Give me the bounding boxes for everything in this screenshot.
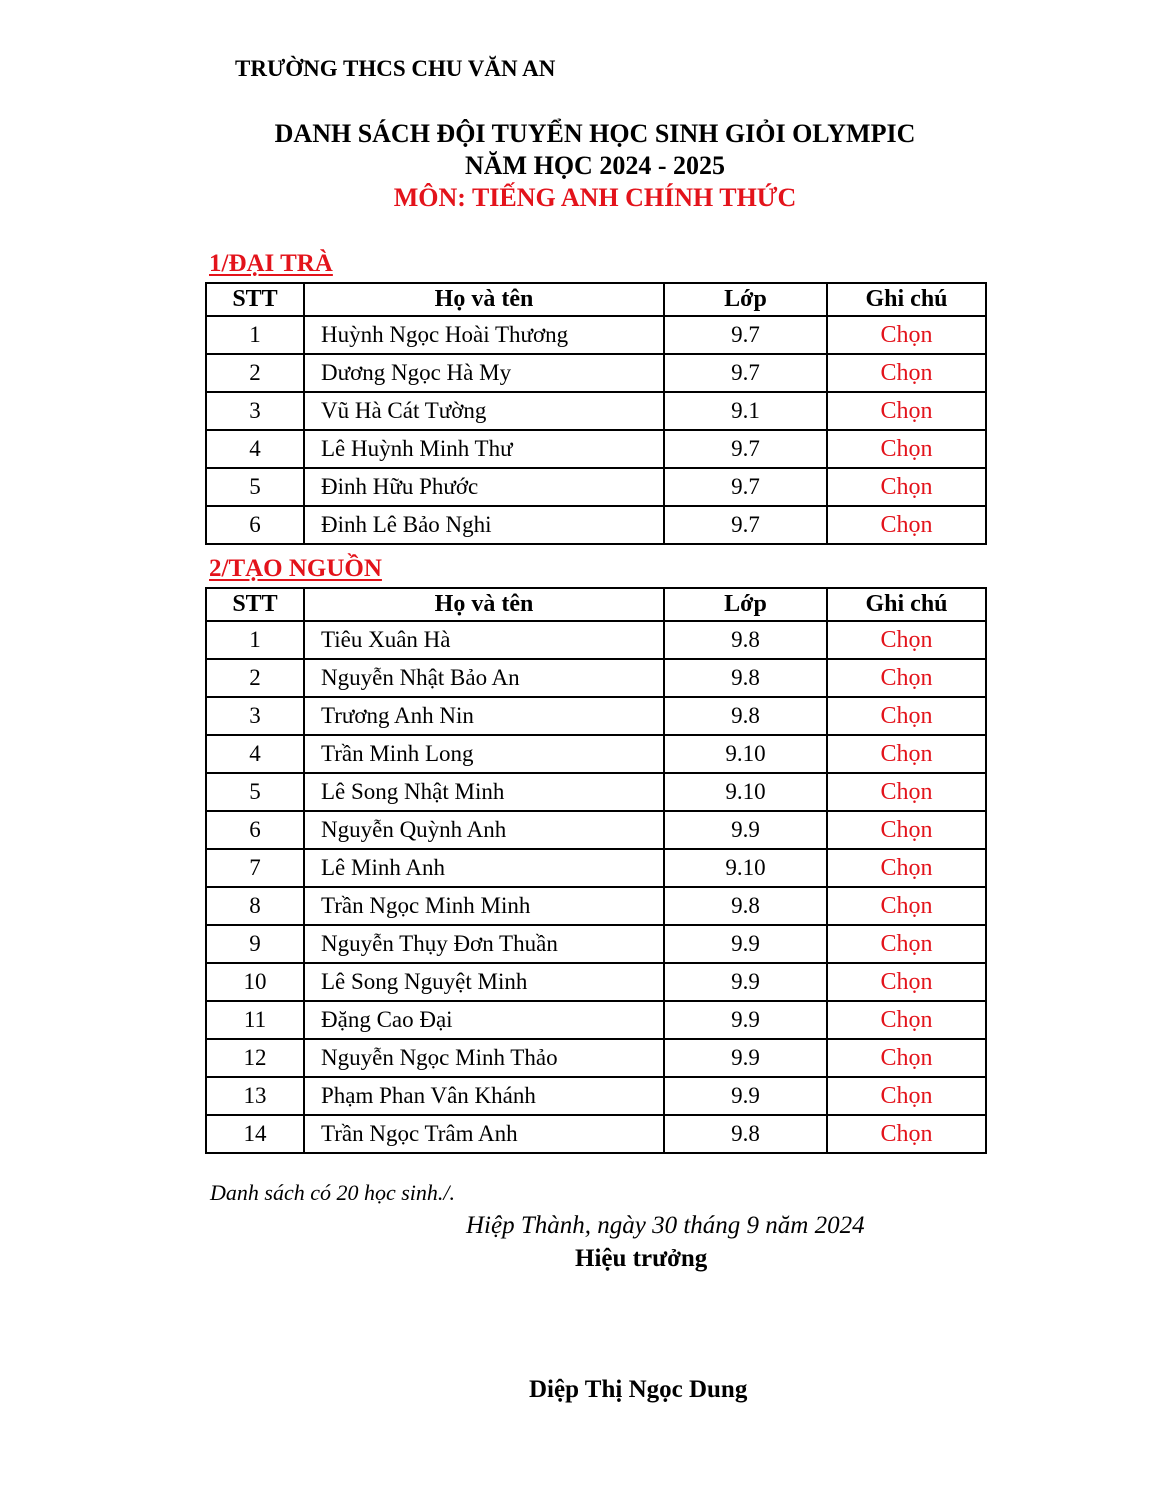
table-row bbox=[206, 773, 986, 811]
column-header-stt: STT bbox=[206, 588, 304, 621]
table-row bbox=[206, 506, 986, 544]
school-year: NĂM HỌC 2024 - 2025 bbox=[465, 151, 725, 180]
row-stt: 6 bbox=[206, 506, 304, 544]
column-header-name: Họ và tên bbox=[304, 588, 664, 621]
student-count-note: Danh sách có 20 học sinh./. bbox=[210, 1180, 456, 1205]
row-name: Lê Huỳnh Minh Thư bbox=[304, 430, 664, 468]
row-note: Chọn bbox=[827, 1001, 986, 1039]
row-note: Chọn bbox=[827, 354, 986, 392]
student-table-tao-nguon bbox=[205, 587, 987, 1154]
table-header-row bbox=[206, 283, 986, 316]
table-row bbox=[206, 925, 986, 963]
section-title-dai-tra: 1/ĐẠI TRÀ bbox=[209, 250, 333, 277]
row-class: 9.7 bbox=[664, 354, 827, 392]
row-class: 9.9 bbox=[664, 963, 827, 1001]
signer-name: Diệp Thị Ngọc Dung bbox=[529, 1376, 748, 1403]
row-name: Nguyễn Nhật Bảo An bbox=[304, 659, 664, 697]
row-name: Nguyễn Ngọc Minh Thảo bbox=[304, 1039, 664, 1077]
row-class: 9.1 bbox=[664, 392, 827, 430]
row-class: 9.7 bbox=[664, 468, 827, 506]
row-note: Chọn bbox=[827, 621, 986, 659]
table-header-row bbox=[206, 588, 986, 621]
row-note: Chọn bbox=[827, 1115, 986, 1153]
row-stt: 1 bbox=[206, 316, 304, 354]
row-class: 9.10 bbox=[664, 735, 827, 773]
row-name: Nguyễn Thụy Đơn Thuần bbox=[304, 925, 664, 963]
row-class: 9.8 bbox=[664, 659, 827, 697]
row-name: Trương Anh Nin bbox=[304, 697, 664, 735]
row-class: 9.7 bbox=[664, 506, 827, 544]
row-name: Đinh Hữu Phước bbox=[304, 468, 664, 506]
row-class: 9.8 bbox=[664, 1115, 827, 1153]
row-class: 9.9 bbox=[664, 1001, 827, 1039]
row-name: Huỳnh Ngọc Hoài Thương bbox=[304, 316, 664, 354]
row-class: 9.8 bbox=[664, 887, 827, 925]
row-name: Lê Song Nguyệt Minh bbox=[304, 963, 664, 1001]
table-row bbox=[206, 963, 986, 1001]
row-class: 9.7 bbox=[664, 316, 827, 354]
row-stt: 6 bbox=[206, 811, 304, 849]
section-title-tao-nguon: 2/TẠO NGUỒN bbox=[209, 555, 382, 582]
row-stt: 5 bbox=[206, 773, 304, 811]
row-stt: 14 bbox=[206, 1115, 304, 1153]
row-note: Chọn bbox=[827, 468, 986, 506]
row-note: Chọn bbox=[827, 506, 986, 544]
row-class: 9.8 bbox=[664, 697, 827, 735]
row-stt: 3 bbox=[206, 697, 304, 735]
table-body bbox=[206, 621, 986, 1153]
student-table-dai-tra bbox=[205, 282, 987, 545]
row-stt: 7 bbox=[206, 849, 304, 887]
row-name: Trần Ngọc Trâm Anh bbox=[304, 1115, 664, 1153]
table-row bbox=[206, 887, 986, 925]
row-name: Lê Song Nhật Minh bbox=[304, 773, 664, 811]
row-note: Chọn bbox=[827, 887, 986, 925]
row-stt: 2 bbox=[206, 659, 304, 697]
row-name: Nguyễn Quỳnh Anh bbox=[304, 811, 664, 849]
table-row bbox=[206, 1077, 986, 1115]
column-header-class: Lớp bbox=[664, 283, 827, 316]
column-header-stt: STT bbox=[206, 283, 304, 316]
table-row bbox=[206, 354, 986, 392]
row-class: 9.8 bbox=[664, 621, 827, 659]
table-row bbox=[206, 1001, 986, 1039]
row-note: Chọn bbox=[827, 316, 986, 354]
row-stt: 3 bbox=[206, 392, 304, 430]
row-note: Chọn bbox=[827, 811, 986, 849]
row-note: Chọn bbox=[827, 430, 986, 468]
row-stt: 13 bbox=[206, 1077, 304, 1115]
row-note: Chọn bbox=[827, 659, 986, 697]
table-row bbox=[206, 659, 986, 697]
row-class: 9.10 bbox=[664, 773, 827, 811]
table-row bbox=[206, 468, 986, 506]
row-name: Vũ Hà Cát Tường bbox=[304, 392, 664, 430]
row-class: 9.10 bbox=[664, 849, 827, 887]
table-row bbox=[206, 697, 986, 735]
row-name: Lê Minh Anh bbox=[304, 849, 664, 887]
row-stt: 2 bbox=[206, 354, 304, 392]
table-body bbox=[206, 316, 986, 544]
row-note: Chọn bbox=[827, 735, 986, 773]
table-row bbox=[206, 735, 986, 773]
row-name: Đặng Cao Đại bbox=[304, 1001, 664, 1039]
row-stt: 9 bbox=[206, 925, 304, 963]
table-row bbox=[206, 811, 986, 849]
row-stt: 1 bbox=[206, 621, 304, 659]
table-row bbox=[206, 1115, 986, 1153]
subject-title: MÔN: TIẾNG ANH CHÍNH THỨC bbox=[393, 183, 797, 212]
row-stt: 12 bbox=[206, 1039, 304, 1077]
row-name: Trần Minh Long bbox=[304, 735, 664, 773]
table-row bbox=[206, 392, 986, 430]
row-note: Chọn bbox=[827, 773, 986, 811]
row-note: Chọn bbox=[827, 697, 986, 735]
row-name: Đinh Lê Bảo Nghi bbox=[304, 506, 664, 544]
row-note: Chọn bbox=[827, 1039, 986, 1077]
table-row bbox=[206, 316, 986, 354]
row-note: Chọn bbox=[827, 963, 986, 1001]
row-name: Phạm Phan Vân Khánh bbox=[304, 1077, 664, 1115]
row-note: Chọn bbox=[827, 925, 986, 963]
column-header-note: Ghi chú bbox=[827, 588, 986, 621]
row-class: 9.7 bbox=[664, 430, 827, 468]
column-header-class: Lớp bbox=[664, 588, 827, 621]
column-header-note: Ghi chú bbox=[827, 283, 986, 316]
row-stt: 4 bbox=[206, 735, 304, 773]
document-title: DANH SÁCH ĐỘI TUYỂN HỌC SINH GIỎI OLYMPIC bbox=[274, 119, 916, 148]
row-name: Tiêu Xuân Hà bbox=[304, 621, 664, 659]
row-name: Trần Ngọc Minh Minh bbox=[304, 887, 664, 925]
row-class: 9.9 bbox=[664, 1077, 827, 1115]
table-row bbox=[206, 849, 986, 887]
place-and-date: Hiệp Thành, ngày 30 tháng 9 năm 2024 bbox=[466, 1212, 865, 1239]
row-class: 9.9 bbox=[664, 811, 827, 849]
school-name: TRƯỜNG THCS CHU VĂN AN bbox=[235, 56, 556, 81]
signer-role: Hiệu trưởng bbox=[575, 1245, 708, 1272]
row-name: Dương Ngọc Hà My bbox=[304, 354, 664, 392]
row-stt: 10 bbox=[206, 963, 304, 1001]
row-class: 9.9 bbox=[664, 925, 827, 963]
row-note: Chọn bbox=[827, 392, 986, 430]
row-class: 9.9 bbox=[664, 1039, 827, 1077]
table-row bbox=[206, 621, 986, 659]
row-stt: 8 bbox=[206, 887, 304, 925]
row-note: Chọn bbox=[827, 1077, 986, 1115]
column-header-name: Họ và tên bbox=[304, 283, 664, 316]
row-stt: 11 bbox=[206, 1001, 304, 1039]
table-row bbox=[206, 1039, 986, 1077]
row-stt: 4 bbox=[206, 430, 304, 468]
table-row bbox=[206, 430, 986, 468]
row-note: Chọn bbox=[827, 849, 986, 887]
row-stt: 5 bbox=[206, 468, 304, 506]
